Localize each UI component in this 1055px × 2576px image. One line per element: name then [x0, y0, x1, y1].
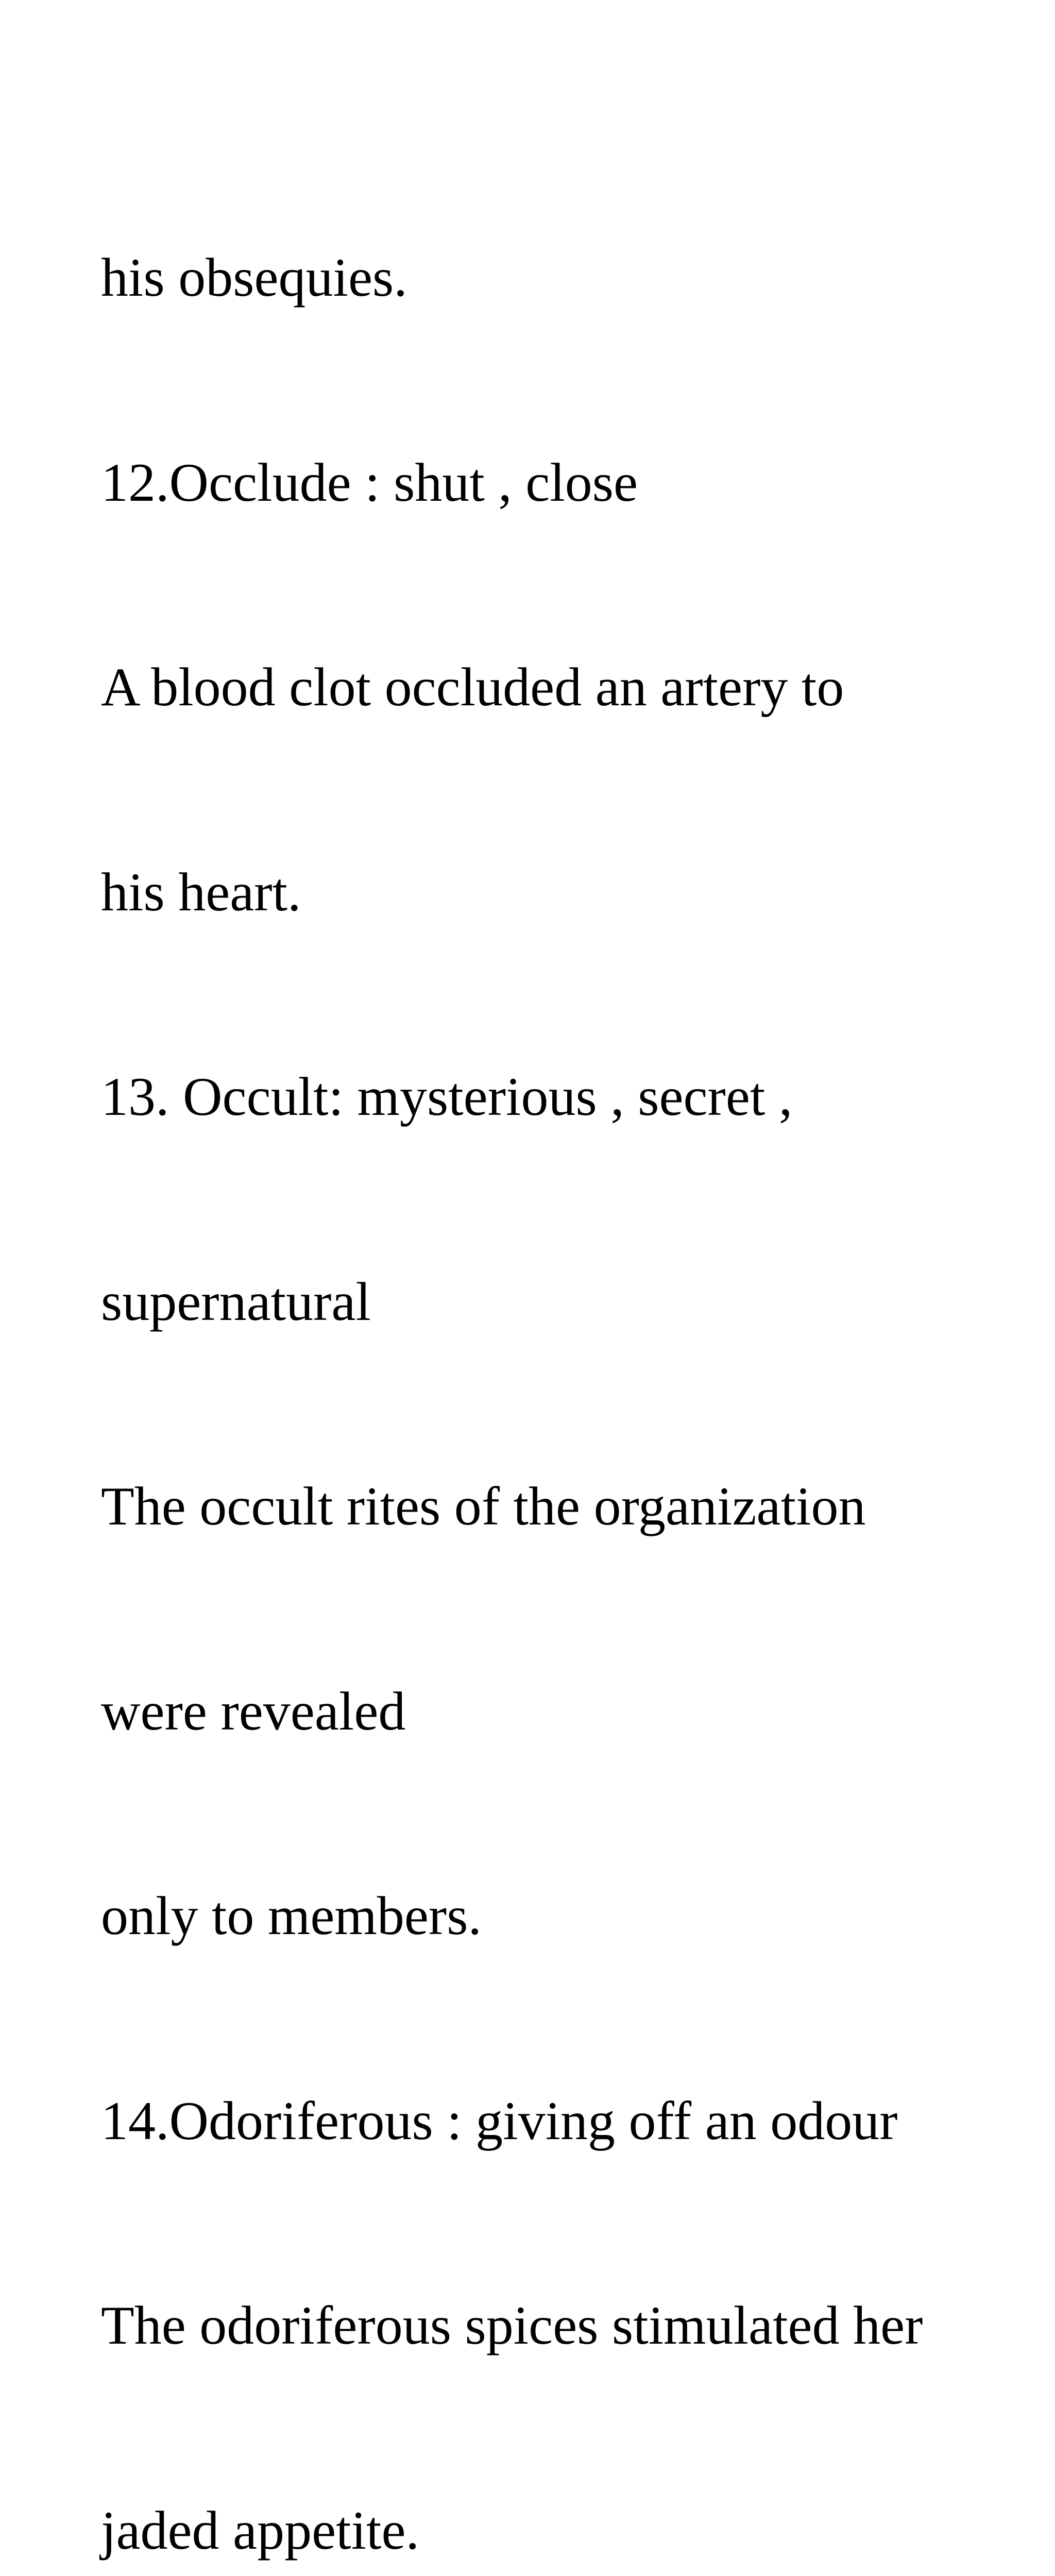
text-line: The odoriferous spices stimulated her — [101, 2295, 923, 2355]
text-line: his heart. — [101, 861, 301, 922]
text-line: A blood clot occluded an artery to — [101, 657, 844, 717]
vocabulary-text-block — [101, 107, 1028, 2576]
text-line: were revealed — [101, 1681, 406, 1741]
text-line: only to members. — [101, 1886, 482, 1946]
text-line: 14.Odoriferous : giving off an odour — [101, 2090, 898, 2151]
text-line: 12.Occlude : shut , close — [101, 452, 638, 513]
text-line: his obsequies. — [101, 247, 407, 308]
text-line: jaded appetite. — [101, 2500, 420, 2561]
text-line: The occult rites of the organization — [101, 1476, 866, 1536]
text-line: 13. Occult: mysterious , secret , — [101, 1066, 793, 1127]
text-line: supernatural — [101, 1271, 371, 1332]
